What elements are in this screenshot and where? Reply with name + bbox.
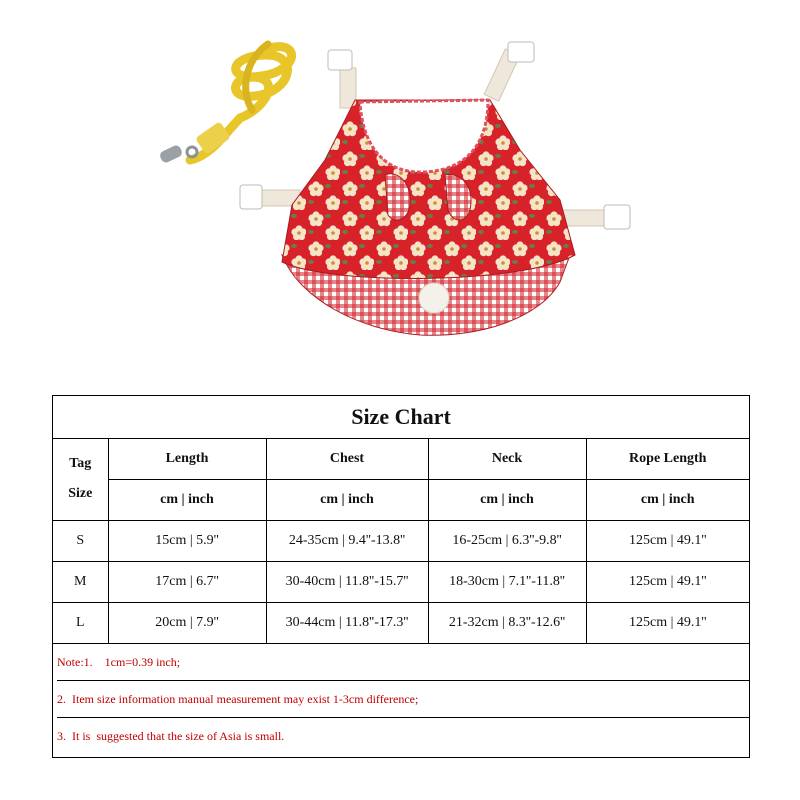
table-row bbox=[53, 520, 749, 561]
unit-length: cm | inch bbox=[108, 479, 266, 520]
size-label: Size bbox=[68, 486, 93, 502]
size-cell: M bbox=[53, 561, 108, 602]
table-row bbox=[53, 561, 749, 602]
harness-vest-illustration bbox=[0, 0, 800, 380]
rope-length-cell: 125cm | 49.1'' bbox=[586, 602, 749, 643]
size-cell: S bbox=[53, 520, 108, 561]
unit-row bbox=[53, 479, 749, 520]
note-3: 3. It is suggested that the size of Asia is small. bbox=[57, 728, 285, 743]
rope-length-cell: 125cm | 49.1'' bbox=[586, 561, 749, 602]
neck-cell: 21-32cm | 8.3''-12.6'' bbox=[428, 602, 586, 643]
tag-label: Tag bbox=[69, 456, 92, 472]
header-row bbox=[53, 439, 749, 479]
tag-size-header bbox=[53, 439, 108, 520]
length-cell: 17cm | 6.7'' bbox=[108, 561, 266, 602]
chest-cell: 24-35cm | 9.4''-13.8'' bbox=[266, 520, 428, 561]
column-header-rope-length: Rope Length bbox=[586, 439, 749, 479]
length-cell: 15cm | 5.9'' bbox=[108, 520, 266, 561]
note-1: Note:1. 1cm=0.39 inch; bbox=[57, 644, 749, 681]
chest-cell: 30-40cm | 11.8''-15.7'' bbox=[266, 561, 428, 602]
neck-cell: 18-30cm | 7.1''-11.8'' bbox=[428, 561, 586, 602]
column-header-neck: Neck bbox=[428, 439, 586, 479]
size-chart-title: Size Chart bbox=[53, 396, 749, 439]
note-2: 2. Item size information manual measurement may exist 1-3cm difference; bbox=[57, 681, 749, 718]
column-header-length: Length bbox=[108, 439, 266, 479]
unit-neck: cm | inch bbox=[428, 479, 586, 520]
neck-cell: 16-25cm | 6.3''-9.8'' bbox=[428, 520, 586, 561]
column-header-chest: Chest bbox=[266, 439, 428, 479]
length-cell: 20cm | 7.9'' bbox=[108, 602, 266, 643]
unit-chest: cm | inch bbox=[266, 479, 428, 520]
product-photo bbox=[0, 0, 800, 380]
unit-rope-length: cm | inch bbox=[586, 479, 749, 520]
size-chart bbox=[52, 395, 750, 758]
notes bbox=[53, 644, 749, 754]
size-table bbox=[53, 439, 749, 644]
table-row bbox=[53, 602, 749, 643]
chest-cell: 30-44cm | 11.8''-17.3'' bbox=[266, 602, 428, 643]
rope-length-cell: 125cm | 49.1'' bbox=[586, 520, 749, 561]
size-cell: L bbox=[53, 602, 108, 643]
leash-illustration bbox=[158, 44, 291, 164]
